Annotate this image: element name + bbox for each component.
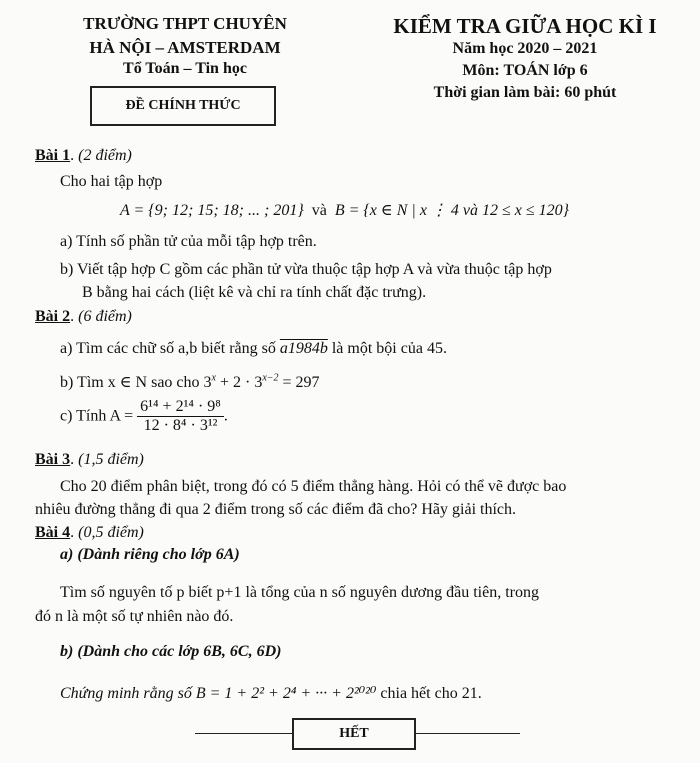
problem-2-title: Bài 2 <box>35 308 71 325</box>
fraction-denominator: 12 · 8⁴ · 3¹² <box>143 417 218 434</box>
duration: Thời gian làm bài: 60 phút <box>433 84 617 101</box>
problem-2b-mid: + 2 · 3 <box>215 374 263 391</box>
problem-4b-expression: Chứng minh rằng số B = 1 + 2² + 2⁴ + ··· + 2²⁰²⁰ <box>60 685 377 702</box>
school-name-line2: HÀ NỘI – AMSTERDAM <box>89 38 281 57</box>
problem-2c-pre: c) Tính A = <box>60 407 134 425</box>
problem-2a-text: a) Tìm các chữ số a,b biết rằng số <box>60 340 276 357</box>
problem-2-points: (6 điểm) <box>78 308 132 325</box>
problem-2-part-c <box>60 398 228 435</box>
problem-3-title: Bài 3 <box>35 451 71 468</box>
problem-3-heading: Bài 3. (1,5 điểm) <box>35 451 144 468</box>
exam-title: KIỂM TRA GIỮA HỌC KÌ I <box>393 14 657 38</box>
problem-4-points: (0,5 điểm) <box>78 524 144 541</box>
set-a: A = {9; 12; 15; 18; ... ; 201} <box>120 202 304 219</box>
problem-2b-post: = 297 <box>278 374 320 391</box>
problem-4-title: Bài 4 <box>35 524 71 541</box>
problem-1-part-a: a) Tính số phần tử của mỗi tập hợp trên. <box>60 233 317 250</box>
problem-2b-exp2: x−2 <box>262 372 279 384</box>
problem-1-title: Bài 1 <box>35 147 71 164</box>
problem-2a-number: a1984b <box>279 340 328 357</box>
problem-4-part-a-line1: Tìm số nguyên tố p biết p+1 là tổng của n số nguyên dương đầu tiên, trong <box>60 584 539 601</box>
problem-4-heading: Bài 4. (0,5 điểm) <box>35 524 144 541</box>
problem-4-part-b <box>60 683 482 703</box>
problem-3-line2: nhiêu đường thẳng đi qua 2 điểm trong số các điểm đã cho? Hãy giải thích. <box>35 501 517 518</box>
problem-2-part-a <box>60 340 447 358</box>
set-b: B = {x ∈ N | x ⋮ 4 và 12 ≤ x ≤ 120} <box>334 202 570 219</box>
problem-2-part-b <box>60 372 320 392</box>
problem-3-line1: Cho 20 điểm phân biệt, trong đó có 5 điểm thẳng hàng. Hỏi có thể vẽ được bao <box>60 478 567 495</box>
problem-1-intro: Cho hai tập hợp <box>60 173 163 190</box>
department: Tổ Toán – Tin học <box>123 60 247 77</box>
school-year: Năm học 2020 – 2021 <box>452 40 598 57</box>
problem-2c-fraction <box>137 398 224 435</box>
problem-2b-exp1: x <box>211 372 216 384</box>
set-conj: và <box>311 202 327 219</box>
fraction-numerator: 6¹⁴ + 2¹⁴ · 9⁸ <box>137 398 224 417</box>
official-label: ĐỀ CHÍNH THỨC <box>90 86 276 126</box>
problem-4-part-a-label: a) (Dành riêng cho lớp 6A) <box>60 546 240 563</box>
problem-1-sets <box>120 200 569 220</box>
problem-2c-post: . <box>223 407 228 425</box>
subject: Môn: TOÁN lớp 6 <box>462 62 588 79</box>
problem-1-points: (2 điểm) <box>78 147 132 164</box>
problem-4-part-a-line2: đó n là một số tự nhiên nào đó. <box>35 608 234 625</box>
end-label: HẾT <box>292 718 416 750</box>
problem-2a-text-end: là một bội của 45. <box>331 340 447 357</box>
problem-1-heading: Bài 1. (2 điểm) <box>35 147 132 164</box>
school-name-line1: TRƯỜNG THPT CHUYÊN <box>83 14 287 33</box>
problem-3-points: (1,5 điểm) <box>78 451 144 468</box>
problem-2b-pre: b) Tìm x ∈ N sao cho 3 <box>60 374 212 391</box>
problem-4b-text: chia hết cho 21. <box>380 685 482 702</box>
problem-1-part-b-line1: b) Viết tập hợp C gồm các phần tử vừa thuộc tập hợp A và vừa thuộc tập hợp <box>60 261 552 278</box>
problem-4-part-b-label: b) (Dành cho các lớp 6B, 6C, 6D) <box>60 643 282 660</box>
problem-1-part-b-line2: B bằng hai cách (liệt kê và chỉ ra tính chất đặc trưng). <box>82 284 427 301</box>
problem-2-heading: Bài 2. (6 điểm) <box>35 308 132 325</box>
